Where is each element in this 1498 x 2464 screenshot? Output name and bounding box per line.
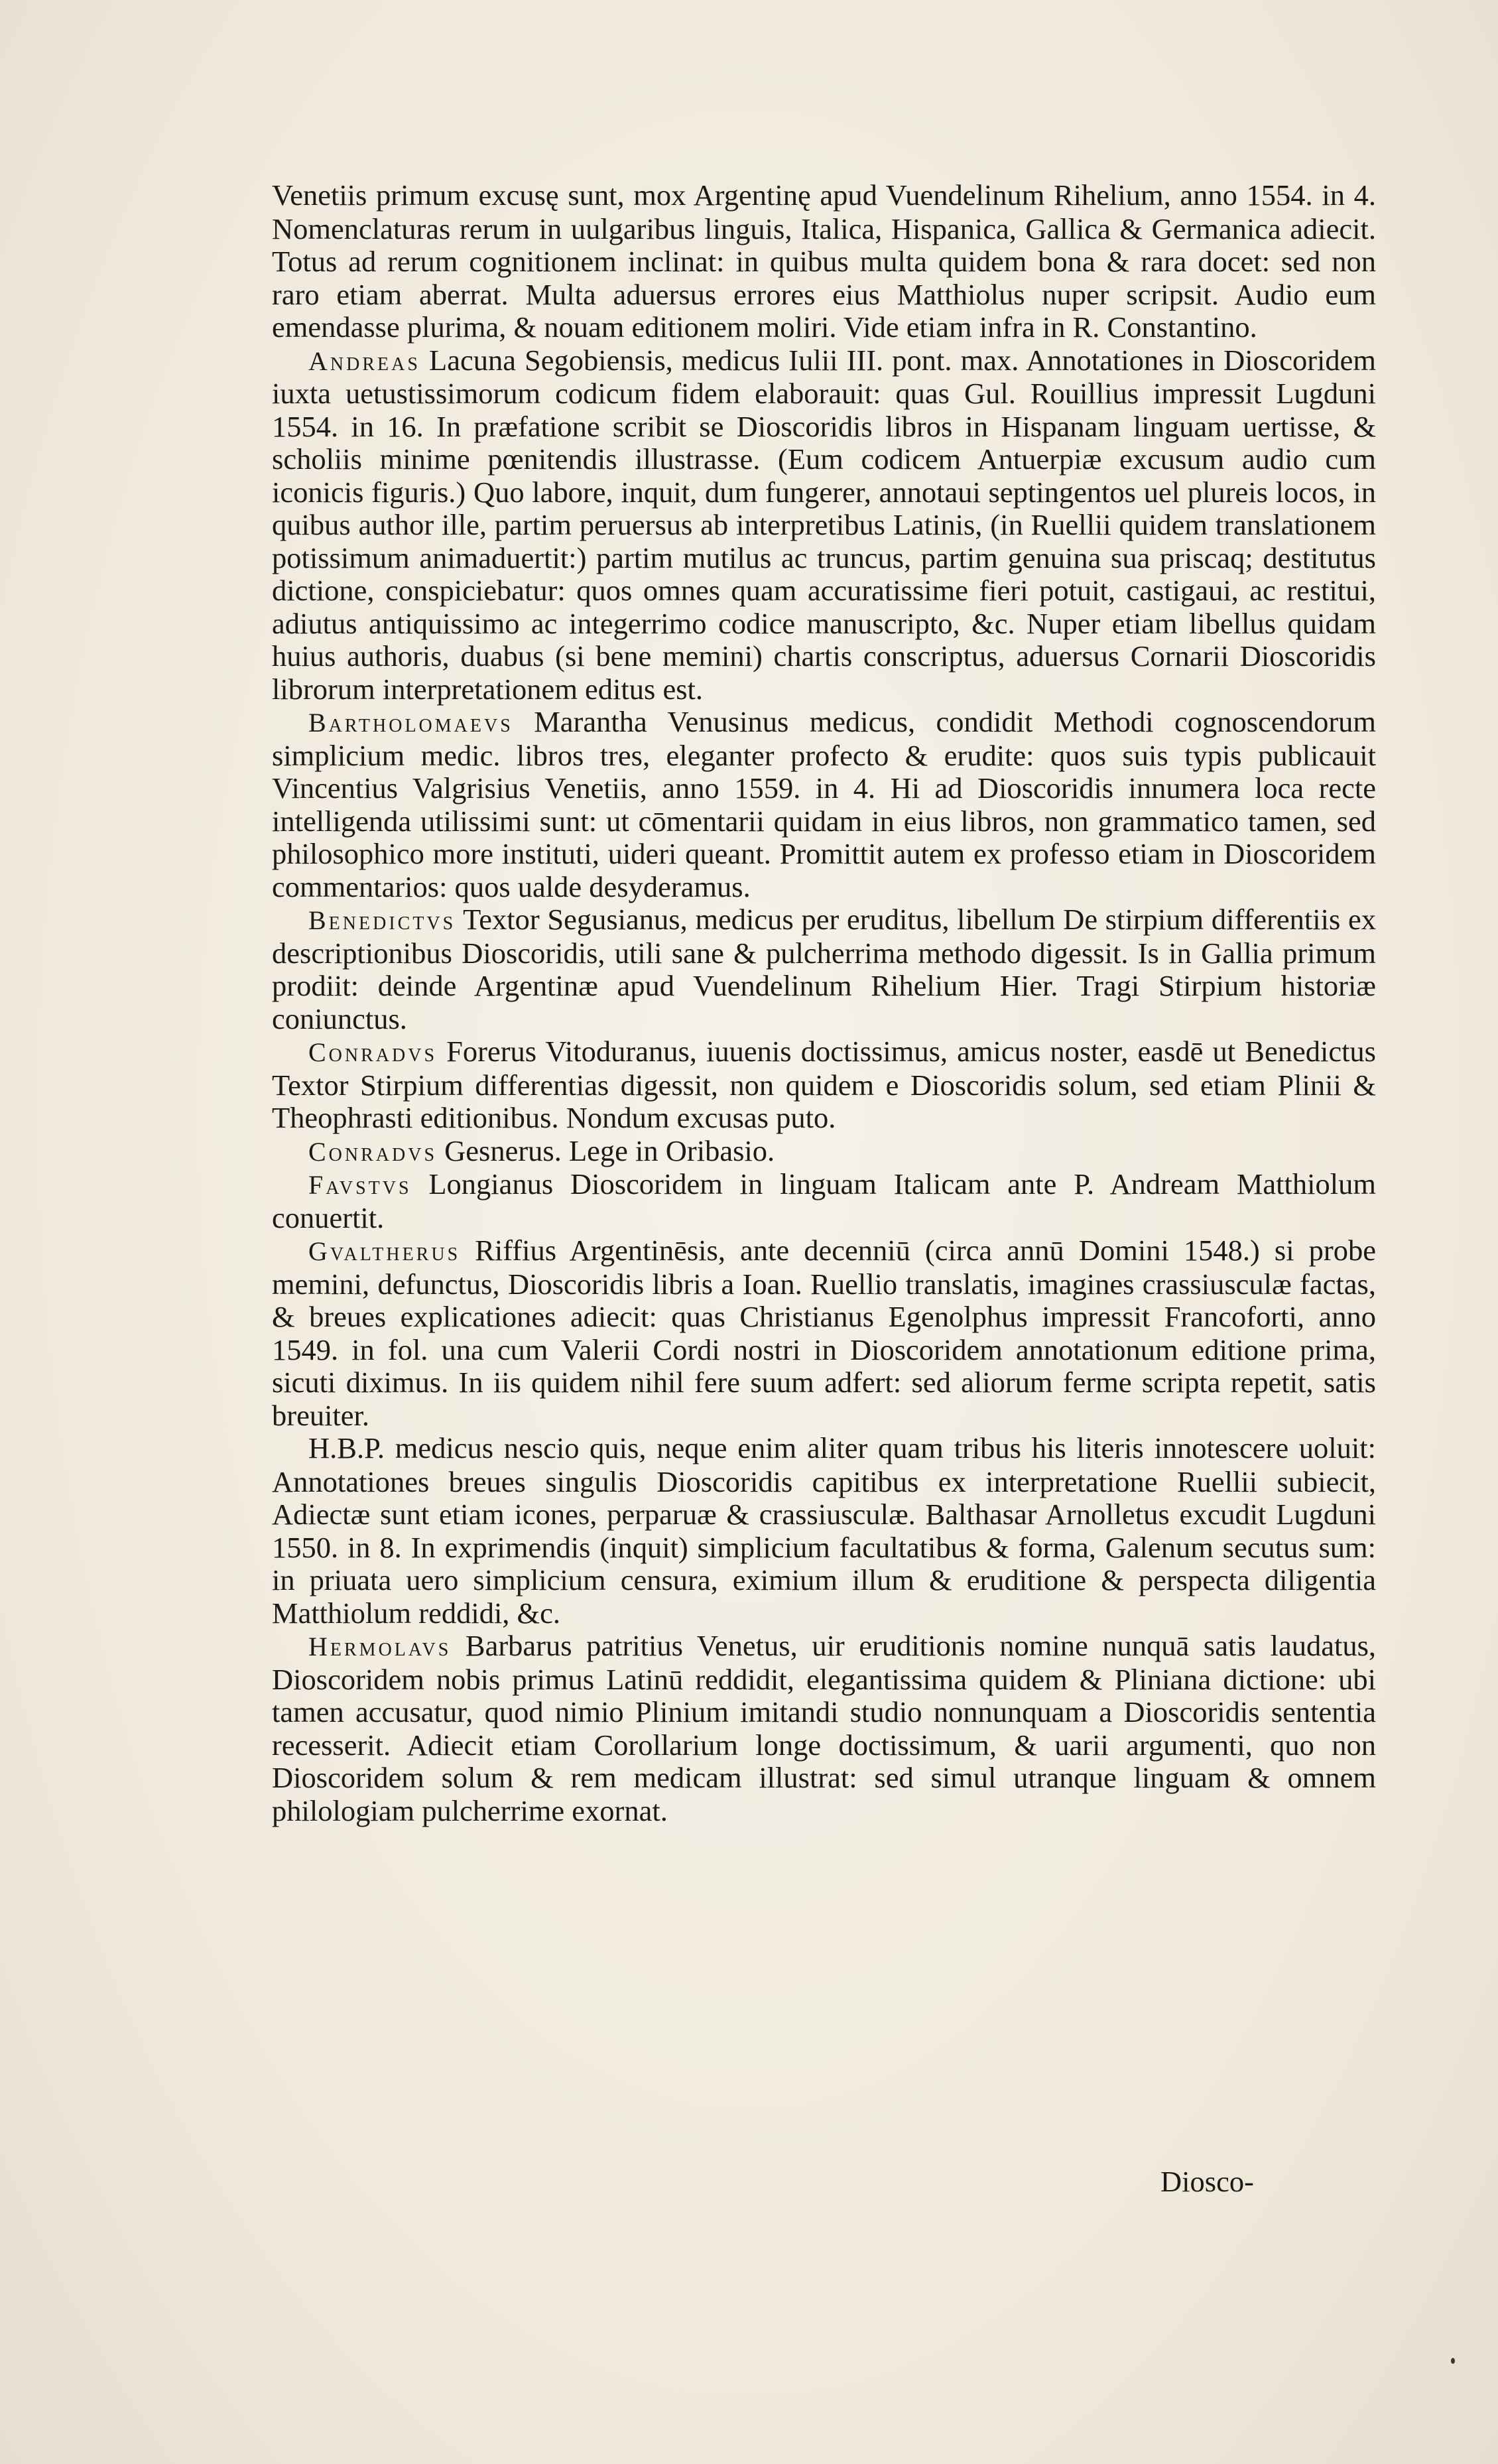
entry-lead: Bartholomaevs xyxy=(308,708,513,738)
entry-text: Riffius Argentinēsis, ante decenniū (circa annū Domini 1548.) si probe memini, defunctus, Dioscoridis libris a Ioan. Ruellio translatis, imagines crassiusculæ factas, & breues explicationes adiecit: quas Christianus Egenolphus impressit Francoforti, anno 1549. in fol. una cum Valerii Cordi nostri in Dioscoridem annotationum editione prima, sicuti diximus. In iis quidem nihil fere suum adfert: sed aliorum ferme scripta repetit, satis breuiter. xyxy=(272,1234,1377,1432)
entry-lead: Hermolavs xyxy=(308,1632,452,1661)
catchword: Diosco- xyxy=(1160,2165,1254,2198)
entry-conradus-forerus xyxy=(272,1035,1376,1135)
entry-lead: Favstvs xyxy=(308,1170,412,1200)
entry-faustus-longianus xyxy=(272,1168,1376,1234)
entry-text: Marantha Venusinus medicus, condidit Methodi cognoscendorum simplicium medic. libros tres, eleganter profecto & erudite: quos suis typis publicauit Vincentius Valgrisius Venetiis, anno 1559. in 4. Hi ad Dioscoridis innumera loca recte intelligenda utilissimi sunt: ut cōmentarii quidam in eius libros, non grammatico tamen, sed philosophico more instituti, uideri queant. Promittit autem ex professo etiam in Dioscoridem commentarios: quos ualde desyderamus. xyxy=(272,705,1377,903)
entry-text: Forerus Vitoduranus, iuuenis doctissimus, amicus noster, easdē ut Benedictus Textor Stirpium differentias digessit, non quidem e Dioscoridis solum, sed etiam Plinii & Theophrasti editionibus. Nondum excusas puto. xyxy=(272,1035,1376,1134)
entry-text: Gesnerus. Lege in Oribasio. xyxy=(444,1134,775,1167)
entry-andreas-lacuna xyxy=(272,344,1376,706)
paragraph-rihelius-edition xyxy=(272,179,1376,344)
entry-text: Longianus Dioscoridem in linguam Italicam ante P. Andream Matthiolum conuertit. xyxy=(272,1167,1376,1234)
entry-lead: Andreas xyxy=(308,346,420,376)
entry-gualtherus-riffius xyxy=(272,1234,1376,1432)
entry-hbp-medicus xyxy=(272,1432,1376,1630)
entry-benedictus-textor xyxy=(272,903,1376,1035)
main-text xyxy=(272,179,1376,1827)
entry-text: Barbarus patritius Venetus, uir eruditionis nomine nunquā satis laudatus, Dioscoridem nobis primus Latinū reddidit, elegantissima quidem & Pliniana dictione: ubi tamen accusatur, quod nimio Plinium imitandi studio nonnunquam a Dioscoridis sententia recesserit. Adiecit etiam Corollarium longe doctissimum, & uarii argumenti, quo non Dioscoridem solum & rem medicam illustrat: sed simul utranque linguam & omnem philologiam pulcherrime exornat. xyxy=(272,1629,1377,1827)
entry-lead: Conradvs xyxy=(308,1136,438,1167)
entry-text: Lacuna Segobiensis, medicus Iulii III. pont. max. Annotationes in Dioscoridem iuxta uetustissimorum codicum fidem elaborauit: quas Gul. Rouillius impressit Lugduni 1554. in 16. In præfatione scribit se Dioscoridis libros in Hispanam linguam uertisse, & scholiis minime pœnitendis illustrasse. (Eum codicem Antuerpiæ excusum audio cum iconicis figuris.) Quo labore, inquit, dum fungerer, annotaui septingentos uel plureis locos, in quibus author ille, partim peruersus ab interpretibus Latinis, (in Ruellii quidem translationem potissimum animaduertit:) partim mutilus ac truncus, partim genuina sua priscaq; destitutus dictione, conspiciebatur: quos omnes quam accuratissime fieri potuit, castigaui, ac restitui, adiutus antiquissimo ac integerrimo codice manuscripto, &c. Nuper etiam libellus quidam huius authoris, duabus (si bene memini) chartis conscriptus, aduersus Cornarii Dioscoridis librorum interpretationem editus est. xyxy=(272,343,1376,706)
entry-lead: Gvaltherus xyxy=(308,1236,461,1266)
entry-text: Textor Segusianus, medicus per eruditus, libellum De stirpium differentiis ex descriptionibus Dioscoridis, utili sane & pulcherrima methodo digessit. Is in Gallia primum prodiit: deinde Argentinæ apud Vuendelinum Rihelium Hier. Tragi Stirpium historiæ coniunctus. xyxy=(272,903,1376,1035)
entry-text: Venetiis primum excusę sunt, mox Argentinę apud Vuendelinum Rihelium, anno 1554. in 4. Nomenclaturas rerum in uulgaribus linguis, Italica, Hispanica, Gallica & Germanica adiecit. Totus ad rerum cognitionem inclinat: in quibus multa quidem bona & rara docet: sed non raro etiam aberrat. Multa aduersus errores eius Matthiolus nuper scripsit. Audio eum emendasse plurima, & nouam editionem moliri. Vide etiam infra in R. Constantino. xyxy=(272,178,1376,344)
entry-hermolaus-barbarus xyxy=(272,1630,1376,1827)
entry-bartholomaeus-marantha xyxy=(272,706,1376,903)
ink-speck xyxy=(1451,2358,1455,2364)
entry-lead: Conradvs xyxy=(308,1037,438,1067)
entry-lead: Benedictvs xyxy=(308,905,456,935)
entry-conradus-gesnerus xyxy=(272,1135,1376,1169)
entry-text: H.B.P. medicus nescio quis, neque enim aliter quam tribus his literis innotescere uoluit: Annotationes breues singulis Dioscoridis capitibus ex interpretatione Ruellii subiecit, Adiectæ sunt etiam icones, perparuæ & crassiusculæ. Balthasar Arnolletus excudit Lugduni 1550. in 8. In exprimendis (inquit) simplicium facultatibus & forma, Galenum secutus sum: in priuata uero simplicium censura, eximium illum & eruditione & perspecta diligentia Matthiolum reddidi, &c. xyxy=(272,1431,1376,1630)
